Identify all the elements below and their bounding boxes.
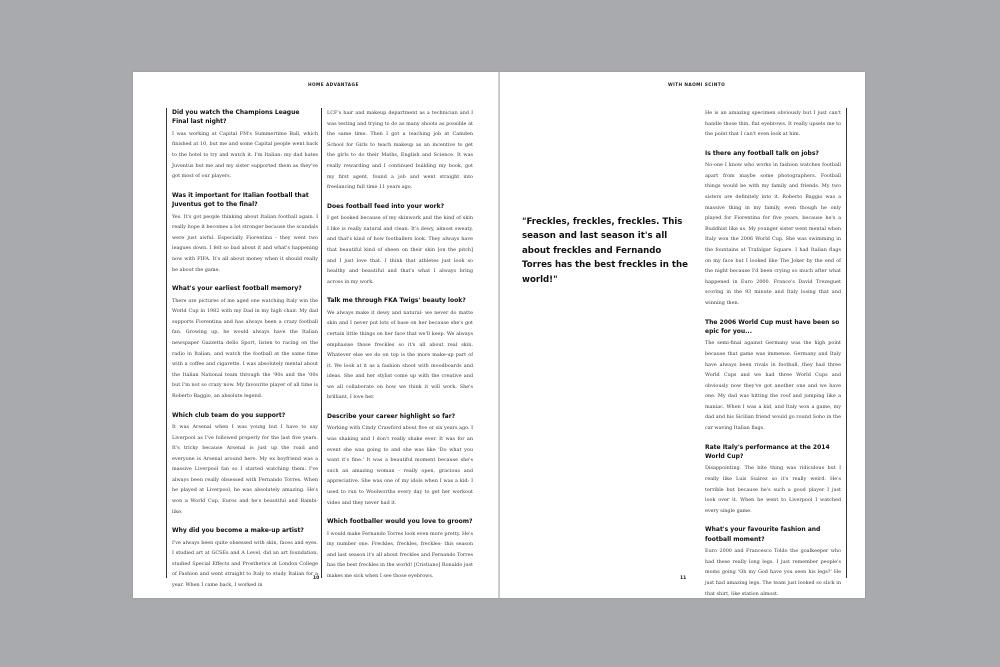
question-heading: The 2006 World Cup must have been so epic for you... (705, 318, 840, 335)
qa-block (327, 296, 473, 403)
question-heading: Is there any football talk on jobs? (705, 149, 819, 157)
answer-text: The semi-final against Germany was the high point because that game was immense. Germany and Italy have always been rivals in football, they had three World Cups and we had three World Cups and obviously now they've got another one and we have one. My dad was hitting the roof and jumping like a maniac. When I was a kid, and Italy won a game, my dad and his Sicilian friend would go round Soho in the car waving Italian flags. (705, 340, 841, 432)
page-number-right: 11 (680, 576, 687, 581)
qa-block (327, 108, 473, 193)
running-head-left: HOME ADVANTAGE (308, 83, 359, 88)
qa-block (705, 525, 841, 599)
qa-block (705, 443, 841, 517)
question-heading: Does football feed into your work? (327, 202, 445, 210)
qa-block (172, 284, 318, 401)
answer-text: I was working at Capital FM's Summertime Ball, which finished at 10, but me and some Capital people went back to the hotel to try and watch it. I'm Italian: my dad hates Juventus but me and my sister supported them as they've got most of our players. (172, 130, 318, 180)
page-number-left: 10 (313, 576, 320, 581)
answer-text: Yes. It's got people thinking about Italian football again. I really hope it becomes a lot stronger because the scandals were just awful. Especially Fiorentina - they went two leagues down. I felt so bad about it and what's happening now with FIFA. It's all about money when it should really be about the game. (172, 213, 318, 273)
qa-block (327, 412, 473, 508)
left-column-2 (321, 108, 473, 578)
answer-text: Euro 2000 and Francesco Toldo the goalkeeper who had these really long legs. I just remember people's moms going 'Oh my God have you seen his legs?' He just had amazing legs. The team just looked so slick in that shirt, like station almost. (705, 548, 841, 597)
question-heading: Rate Italy's performance at the 2014 World Cup? (705, 443, 830, 461)
answer-text: Disappointing. The bite thing was ridiculous but I really like Luis Suárez so it's really weird. He's terrible but because he's such a good player I just look over it. When he went to Liverpool I watched every single game. (705, 465, 841, 514)
left-column-1 (166, 108, 318, 589)
qa-block (172, 526, 318, 590)
qa-block (705, 149, 841, 309)
qa-block (705, 108, 841, 140)
qa-block (705, 318, 841, 434)
right-column (705, 108, 847, 597)
answer-text: LCF's hair and makeup department as a technician and I was testing and trying to do as many shoots as possible at the same time. Then I got a teaching job at Camden School for Girls to teach makeup as an incentive to get the girls to do their Maths, English and Science. It was really rewarding and I continued building my book, got my first agent, found a job and went straight into freelancing full time 11 years ago. (327, 110, 473, 191)
qa-block (327, 517, 473, 581)
question-heading: What's your favourite fashion and football moment? (705, 526, 821, 543)
question-heading: Which footballer would you love to groom? (327, 518, 473, 526)
answer-text: It was Arsenal when I was young but I have to say Liverpool as I've followed properly for the last five years. It's tricky because Arsenal is just up the road and everyone is Arsenal around here. My ex boyfriend was a massive Liverpool fan so I started watching them. I've always been really obsessed with Fernando Torres. When he played at Liverpool, he was absolutely amazing. He's won a World Cup, Euros and he's beautiful and Bambi-like. (172, 423, 318, 515)
answer-text: No-one I know who works in fashion watches football apart from maybe some photographers. Football things would be with my family and friends. My two sisters are definitely into it. Roberto Baggio was a massive thing in my family, even though he only played for Fiorentina for five years, because he's a Buddhist like us. My younger sister went mental when Italy won the 2006 World Cup. She was swimming in the fountains at Trafalgar Square. I had Italian flags on my face but I looked like The Joker by the end of the night because I'd been crying so much after what happened in Euro 2000. France's David Trezeguet scoring in the 93 minute and Italy losing that and winning then. (705, 162, 841, 306)
question-heading: Describe your career highlight so far? (327, 413, 456, 421)
qa-block (172, 411, 318, 518)
question-heading: Talk me through FKA Twigs' beauty look? (327, 297, 466, 305)
qa-block (172, 191, 318, 275)
question-heading: Was it important for Italian football that Juventus got to the final? (172, 191, 309, 209)
right-page (500, 72, 865, 598)
answer-text: He is an amazing specimen obviously but I just can't handle those thin, flat eyebrows. It really upsets me to the point that I can't even look at him. (705, 110, 841, 138)
qa-block (327, 202, 473, 288)
question-heading: What's your earliest football memory? (172, 285, 302, 293)
answer-text: We always make it dewy and natural- we never do matte skin and I never put lots of base on her because she's got certain little things on her face that we'll keep. We always emphasise those freckles so it's all about real skin. Whatever else we do on top is the more make-up part of it. We look at it as a fashion shoot with moodboards and ideas. She and her stylist come up with the creative and we all collaborate on how we think it will work. She's brilliant, I love her. (327, 309, 473, 401)
pull-quote: "Freckles, freckles, freckles. This season and last season it's all about freckles and Fernando Torres has the best freckles in the world!" (522, 217, 688, 285)
answer-text: I get booked because of my skinwork and the kind of skin I like is really natural and clean. It's dewy, almost sweaty, and that's kind of how footballers look. They always have that beautiful kind of sheen on their skin [on the pitch] and I just love that. I think that athletes just look so healthy and beautiful and that's what I always bring across in my work. (327, 215, 473, 285)
answer-text: I would make Fernando Torres look even more pretty. He's my number one. Freckles, freckles, freckles- this season and last season it's all about freckles and Fernando Torres has the best freckles in the world! [Cristiano] Ronaldo just makes me sick when I see those eyebrows. (327, 530, 473, 579)
question-heading: Which club team do you support? (172, 411, 286, 419)
answer-text: There are pictures of me aged one watching Italy win the World Cup in 1982 with my Dad in my high chair. My dad supports Fiorentina and has always been a crazy football fan. Growing up, he would always have the Italian newspaper Gazzetta dello Sport, listen to racing on the radio in Italian, and watch the football at the same time with a coffee and cigarette. I was absolutely mental about the Italian National team through the '90s and the '00s but I'm not so crazy now. My favourite player of all time is Roberto Baggio, an absolute legend. (172, 297, 318, 399)
answer-text: Working with Cindy Crawford about five or six years ago. I was shaking and I don't really shake ever. It was for an event she was going to and she was like 'Do what you want it's fine.' It was a beautiful moment because she's such an amazing woman - really open, gracious and appreciative. She was one of my idols when I was a kid: I used to run to Woolworths every day to get her workout video and they never had it. (327, 425, 473, 506)
question-heading: Did you watch the Champions League Final last night? (172, 109, 300, 126)
question-heading: Why did you become a make-up artist? (172, 527, 304, 535)
answer-text: I've always been quite obsessed with skin, faces and eyes. I studied art at GCSEs and A Level, did an art foundation, studied Special Effects and Prosthetics at London College of Fashion and went straight to Italy to study Italian for a year. When I came back, I worked in (172, 539, 318, 589)
left-page (133, 72, 498, 598)
qa-block (172, 108, 318, 182)
running-head-right: WITH NAOMI SCINTO (668, 83, 726, 88)
